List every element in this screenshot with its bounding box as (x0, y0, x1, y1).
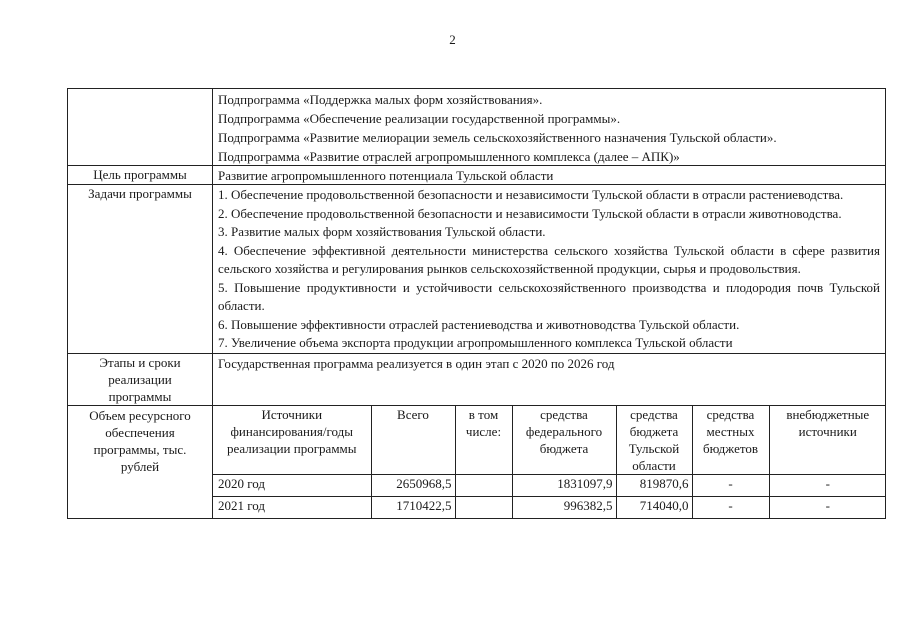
local-cell: - (692, 474, 769, 496)
header-sources: Источники финансирования/годы реализации программы (213, 406, 371, 475)
local-cell: - (692, 496, 769, 518)
header-federal: средства федерального бюджета (512, 406, 616, 475)
subprograms-row (68, 89, 886, 166)
subprogram-item: Подпрограмма «Поддержка малых форм хозяйствования». (218, 92, 543, 107)
funding-header-row (213, 406, 886, 475)
passport-table (67, 88, 886, 519)
funding-row (68, 405, 886, 519)
task-item: 7. Увеличение объема экспорта продукции агропромышленного комплекса Тульской области (218, 335, 733, 350)
header-local: средства местных бюджетов (692, 406, 769, 475)
goal-value: Развитие агропромышленного потенциала Тульской области (218, 168, 554, 183)
task-item: 6. Повышение эффективности отраслей растениеводства и животноводства Тульской области. (218, 316, 740, 332)
goal-row (68, 166, 886, 185)
table-row (213, 474, 886, 496)
task-item: 1. Обеспечение продовольственной безопасности и независимости Тульской области в отрасли растениеводства. (218, 187, 844, 202)
goal-label: Цель программы (68, 166, 213, 185)
stages-value: Государственная программа реализуется в один этап с 2020 по 2026 год (218, 355, 615, 371)
header-total: Всего (371, 406, 455, 475)
total-cell: 1710422,5 (371, 496, 455, 518)
page-number: 2 (449, 32, 456, 47)
subprogram-item: Подпрограмма «Развитие отраслей агропромышленного комплекса (далее – АПК)» (218, 149, 680, 164)
extrabudgetary-cell: - (769, 496, 886, 518)
tasks-label: Задачи программы (68, 185, 213, 354)
header-including: в том числе: (455, 406, 512, 475)
subprogram-item: Подпрограмма «Обеспечение реализации государственной программы». (218, 111, 621, 126)
header-extrabudgetary: внебюджетные источники (769, 406, 886, 475)
stages-row (68, 353, 886, 405)
including-cell (455, 474, 512, 496)
total-cell: 2650968,5 (371, 474, 455, 496)
table-row (213, 496, 886, 518)
regional-cell: 819870,6 (616, 474, 692, 496)
funding-table (213, 406, 886, 519)
funding-cell (213, 405, 886, 519)
task-item: 4. Обеспечение эффективной деятельности министерства сельского хозяйства Тульской области в сфере развития сельского хозяйства и регулирования рынков сельскохозяйственной продукции, сырья и продовольствия. (218, 242, 880, 276)
stages-label: Этапы и сроки реализации программы (68, 353, 213, 405)
task-item: 3. Развитие малых форм хозяйствования Тульской области. (218, 224, 546, 239)
federal-cell: 1831097,9 (512, 474, 616, 496)
subprograms-label-cell (68, 89, 213, 166)
task-item: 5. Повышение продуктивности и устойчивости сельскохозяйственного производства и плодородия почв Тульской области. (218, 279, 880, 313)
funding-label: Объем ресурсного обеспечения программы, тыс. рублей (68, 405, 213, 519)
tasks-row (68, 185, 886, 354)
year-cell: 2020 год (213, 474, 371, 496)
year-cell: 2021 год (213, 496, 371, 518)
regional-cell: 714040,0 (616, 496, 692, 518)
subprograms-cell (213, 89, 886, 166)
subprogram-item: Подпрограмма «Развитие мелиорации земель сельскохозяйственного назначения Тульской области». (218, 130, 777, 145)
extrabudgetary-cell: - (769, 474, 886, 496)
task-item: 2. Обеспечение продовольственной безопасности и независимости Тульской области в отрасли животноводства. (218, 205, 842, 221)
header-regional: средства бюджета Тульской области (616, 406, 692, 475)
including-cell (455, 496, 512, 518)
federal-cell: 996382,5 (512, 496, 616, 518)
